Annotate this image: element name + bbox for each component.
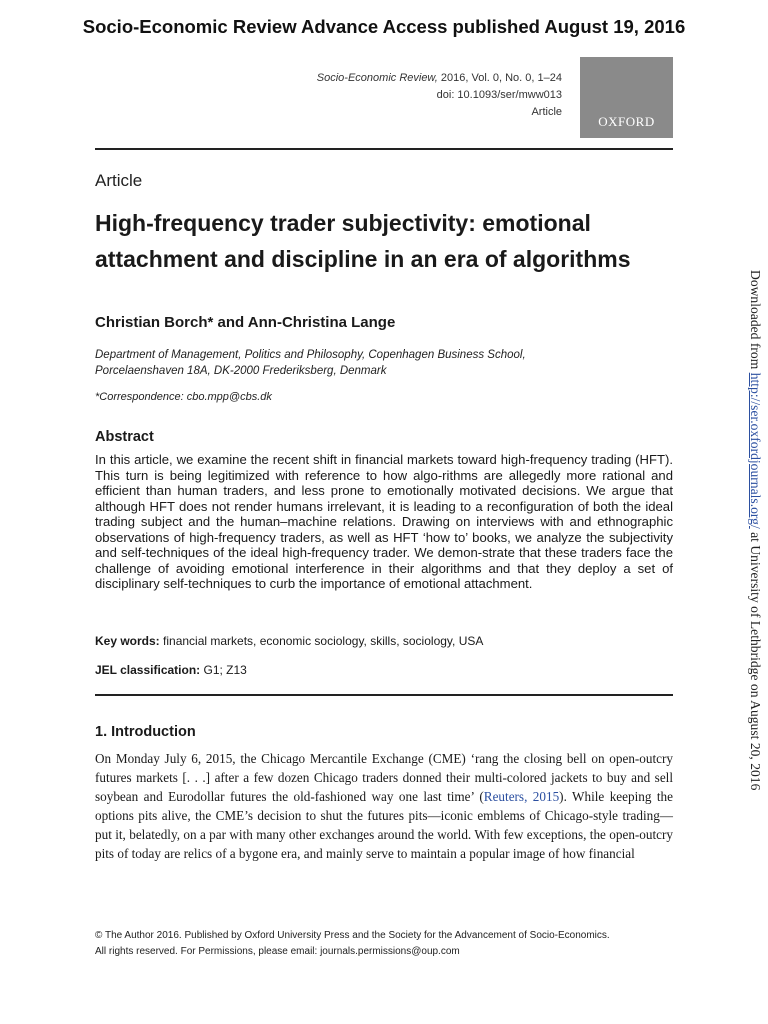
affiliation-line-2: Porcelaenshaven 18A, DK-2000 Frederiksberg, Denmark: [95, 365, 387, 377]
download-note: [747, 270, 763, 790]
download-suffix: at University of Lethbridge on August 20, 2016: [748, 528, 763, 791]
article-type: Article: [531, 106, 562, 118]
abstract-rule: [95, 694, 673, 696]
keywords-value: financial markets, economic sociology, skills, sociology, USA: [159, 634, 484, 648]
jel-label: JEL classification:: [95, 663, 201, 677]
advance-access-banner: Socio-Economic Review Advance Access published August 19, 2016: [82, 16, 686, 37]
intro-text-1: On Monday July 6, 2015, the Chicago Mercantile Exchange (CME) ‘rang the closing bell on open-outcry futures markets [. . .] after a few dozen Chicago traders donned their multi-colored jackets to buy and sell soybean and Eurodollar futures the old-fashioned way one last time’ (: [95, 751, 673, 804]
citation-details: 2016, Vol. 0, No. 0, 1–24: [437, 72, 562, 84]
introduction-paragraph: [95, 749, 673, 863]
citation-link[interactable]: Reuters, 2015: [483, 789, 560, 804]
section-heading-introduction: 1. Introduction: [95, 724, 196, 740]
footer-line-2: All rights reserved. For Permissions, please email: journals.permissions@oup.com: [95, 946, 460, 957]
abstract-heading: Abstract: [95, 429, 154, 445]
intro-text-2: ). While keeping the options pits alive, the CME’s decision to shut the futures pits—iconic emblems of Chicago-style trading—put it, belatedly, on a par with many other exchanges around the world. With few exceptions, the open-outcry pits of today are relics of a bygone era, and mainly serve to maintain a popular image of how financial: [95, 789, 673, 861]
journal-citation: [317, 70, 562, 121]
correspondence: *Correspondence: cbo.mpp@cbs.dk: [95, 391, 272, 403]
footer-line-1: © The Author 2016. Published by Oxford University Press and the Society for the Advancement of Socio-Economics.: [95, 930, 610, 941]
affiliation-line-1: Department of Management, Politics and Philosophy, Copenhagen Business School,: [95, 349, 526, 361]
download-prefix: Downloaded from: [748, 270, 763, 373]
doi: doi: 10.1093/ser/mww013: [436, 89, 562, 101]
authors: Christian Borch* and Ann-Christina Lange: [95, 314, 396, 331]
oxford-logo-text: OXFORD: [598, 114, 655, 129]
jel-value: G1; Z13: [200, 663, 247, 677]
abstract-body: In this article, we examine the recent shift in financial markets toward high-frequency trading (HFT). This turn is being legitimized with reference to how algo-rithms are allegedly more rational and efficient than human traders, and less prone to emotionally motivated decisions. We argue that although HFT does not render humans irrelevant, it is leading to a reconfiguration of both the ideal trading subject and the human–machine relations. Drawing on interviews with and ethnographic observations of high-frequency traders, as well as HFT ‘how to’ books, we analyze the subjectivity and self-techniques of the ideal high-frequency trader. We demon-strate that these traders face the challenge of avoiding emotional interference in their algorithms and that they deploy a set of disciplinary self-techniques to curb the importance of emotional attachment.: [95, 452, 673, 591]
affiliation: [95, 347, 673, 379]
oxford-logo: [580, 57, 673, 138]
article-title: High-frequency trader subjectivity: emotional attachment and discipline in an era of algorithms: [95, 210, 631, 272]
citation-line: [317, 70, 562, 87]
copyright-footer: [95, 928, 610, 960]
article-label: Article: [95, 171, 143, 190]
header-rule: [95, 148, 673, 150]
journal-url-link[interactable]: http://ser.oxfordjournals.org/: [748, 372, 763, 529]
jel-classification: [95, 663, 247, 677]
journal-name: Socio-Economic Review,: [316, 72, 438, 84]
keywords: [95, 634, 483, 648]
keywords-label: Key words:: [95, 634, 160, 648]
